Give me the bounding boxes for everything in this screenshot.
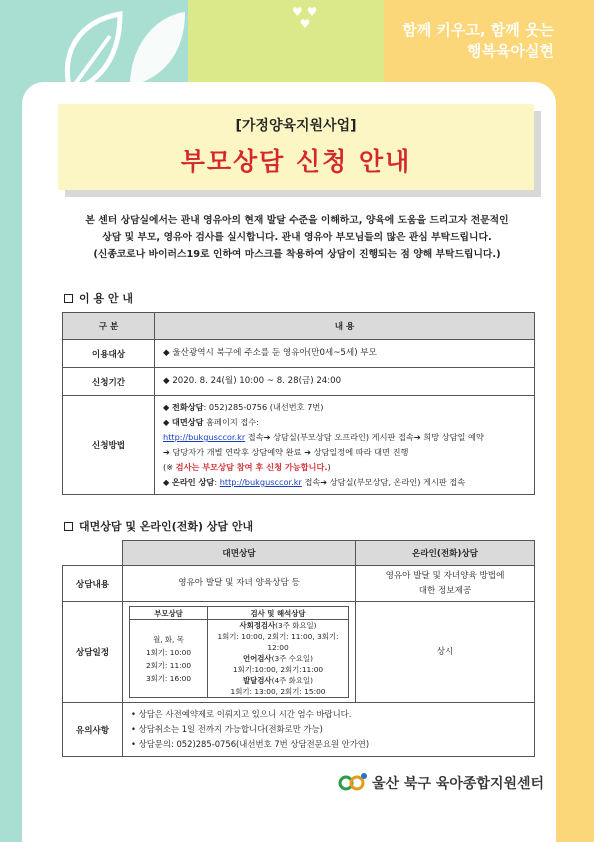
- slogan-line2: 행복육아실현: [467, 42, 554, 60]
- title-sub: [가정양육지원사업]: [235, 118, 357, 134]
- note1: 상담은 사전예약제로 이뤄지고 있으니 시간 엄수 바랍니다.: [138, 709, 352, 719]
- section1-title: 이 용 안 내: [79, 292, 133, 305]
- row-value: [155, 340, 535, 368]
- intro-line1: 본 센터 상담실에서는 관내 영유아의 현재 발달 수준을 이해하고, 양육에 도움을 드리고자 전문적인: [85, 215, 509, 226]
- visit-steps: 접속➔ 상담실(부모상담 오프라인) 게시판 접속➔ 희망 상담일 예약: [245, 432, 484, 442]
- time3: 3회기: 16:00: [145, 673, 192, 683]
- phone-text: : 052)285-0756 (내선번호 7번): [203, 402, 324, 412]
- row-label: 신청기간: [63, 368, 155, 396]
- intro-line3: (신종코로나 바이러스19로 인하여 마스크를 착용하여 상담이 진행되는 점 양해 부탁드립니다.): [93, 249, 501, 260]
- diamond-bullet-icon: ◆: [163, 376, 173, 386]
- test3-title: 발달검사: [243, 676, 272, 685]
- note-close: ): [327, 462, 331, 472]
- table-header-row: [63, 541, 535, 566]
- schedule-inner-table: [129, 606, 349, 698]
- intro-line2: 상담 및 부모, 영유아 검사를 실시합니다. 관내 영유아 부모님들의 많은 관심 부탁드립니다.: [102, 232, 492, 243]
- table-row: [63, 396, 535, 495]
- header-category: 구 분: [63, 313, 155, 340]
- slogan: [402, 20, 554, 62]
- test1-time: 1회기: 10:00, 2회기: 11:00, 3회기: 12:00: [217, 632, 339, 652]
- row-label: 상담내용: [63, 566, 123, 602]
- section2-title: 대면상담 및 온라인(전화) 상담 안내: [79, 520, 254, 533]
- row-label: 상담일정: [63, 602, 123, 703]
- table-row: [63, 703, 535, 757]
- row-value: [155, 368, 535, 396]
- diamond-bullet-icon: ◆: [163, 417, 172, 427]
- face-schedule: [123, 602, 356, 703]
- note3: 상담문의: 052)285-0756(내선번호 7번 상담전문요원 안가연): [138, 739, 370, 749]
- test1-day: (3주 화요일): [275, 621, 317, 630]
- inner-header-parent: 부모상담: [130, 607, 208, 620]
- header-face: 대면상담: [123, 541, 356, 566]
- test3-day: (4주 화요일): [271, 676, 313, 685]
- checkbox-square-icon: [64, 522, 73, 531]
- footer-org-name: 울산 북구 육아종합지원센터: [372, 776, 545, 792]
- note2: 상담취소는 1일 전까지 가능합니다(전화로만 가능): [138, 724, 323, 734]
- row-label: 신청방법: [63, 396, 155, 495]
- header-online: 온라인(전화)상담: [356, 541, 535, 566]
- period-text: 2020. 8. 24(월) 10:00 ~ 8. 28(금) 24:00: [172, 376, 342, 386]
- diamond-bullet-icon: ◆: [163, 477, 172, 487]
- target-text: 울산광역시 북구에 주소를 둔 영유아(만0세~5세) 부모: [172, 348, 377, 358]
- parent-schedule: [130, 620, 208, 698]
- face-content: 영유아 발달 및 자녀 양육상담 등: [123, 566, 356, 602]
- homepage-link[interactable]: http://bukgusccor.kr: [163, 432, 246, 442]
- time1: 1회기: 10:00: [145, 647, 192, 657]
- test1-title: 사회정검사: [239, 621, 276, 630]
- test-schedule: [208, 620, 349, 698]
- test2-day: (3주 수요일): [271, 654, 313, 663]
- online-content: [356, 566, 535, 602]
- online-schedule: 상시: [356, 602, 535, 703]
- section2-heading: [64, 518, 253, 534]
- title-box: [58, 104, 534, 190]
- method-value: [155, 396, 535, 495]
- online-steps: 접속➔ 상담실(부모상담, 온라인) 게시판 접속: [301, 477, 466, 487]
- visit-text: 홈페이지 접수:: [203, 417, 259, 427]
- note-text: 검사는 부모상담 참여 후 신청 가능합니다.: [175, 462, 328, 472]
- online-colon: :: [214, 477, 220, 487]
- online-label: 온라인 상담: [171, 477, 215, 487]
- bullet-icon: •: [131, 709, 139, 719]
- header-empty: [63, 541, 123, 566]
- diamond-bullet-icon: ◆: [163, 348, 173, 358]
- time2: 2회기: 11:00: [145, 660, 192, 670]
- test3-time: 1회기: 13:00, 2회기: 15:00: [230, 687, 326, 696]
- phone-label: 전화상담: [171, 402, 204, 412]
- table-row: [63, 340, 535, 368]
- inner-header-test: 검사 및 해석상담: [208, 607, 349, 620]
- row-label: 이용대상: [63, 340, 155, 368]
- table-row: [63, 602, 535, 703]
- bullet-icon: •: [131, 739, 139, 749]
- online-content-line2: 대한 정보제공: [418, 585, 472, 596]
- bullet-icon: •: [131, 724, 139, 734]
- visit-steps2: ➔ 담당자가 개별 연락후 상담예약 완료 ➔ 상담일정에 따라 대면 진행: [163, 447, 409, 457]
- days-text: 월, 화, 목: [153, 634, 184, 644]
- test2-title: 언어검사: [243, 654, 272, 663]
- table-row: [63, 368, 535, 396]
- table-header-row: [63, 313, 535, 340]
- slogan-line1: 함께 키우고, 함께 웃는: [402, 21, 554, 39]
- footer-org: [338, 771, 544, 793]
- diamond-bullet-icon: ◆: [163, 402, 172, 412]
- header-content: 내 용: [155, 313, 535, 340]
- page-title: 부모상담 신청 안내: [180, 147, 412, 176]
- center-logo-icon: [338, 771, 368, 793]
- visit-label: 대면상담: [171, 417, 204, 427]
- notes-content: [123, 703, 535, 757]
- test2-time: 1회기:10:00, 2회기:11:00: [232, 665, 324, 674]
- consult-table: [62, 540, 535, 757]
- heart-icon: ♥ ♥ ♥: [292, 5, 318, 31]
- section1-heading: [64, 290, 133, 306]
- table-row: [63, 566, 535, 602]
- usage-table: [62, 312, 535, 495]
- note-open: (※: [163, 462, 176, 472]
- row-label: 유의사항: [63, 703, 123, 757]
- online-content-line1: 영유아 발달 및 자녀양육 방법에: [385, 570, 505, 581]
- intro-text: [54, 212, 540, 263]
- online-link[interactable]: http://bukgusccor.kr: [219, 477, 302, 487]
- checkbox-square-icon: [64, 294, 73, 303]
